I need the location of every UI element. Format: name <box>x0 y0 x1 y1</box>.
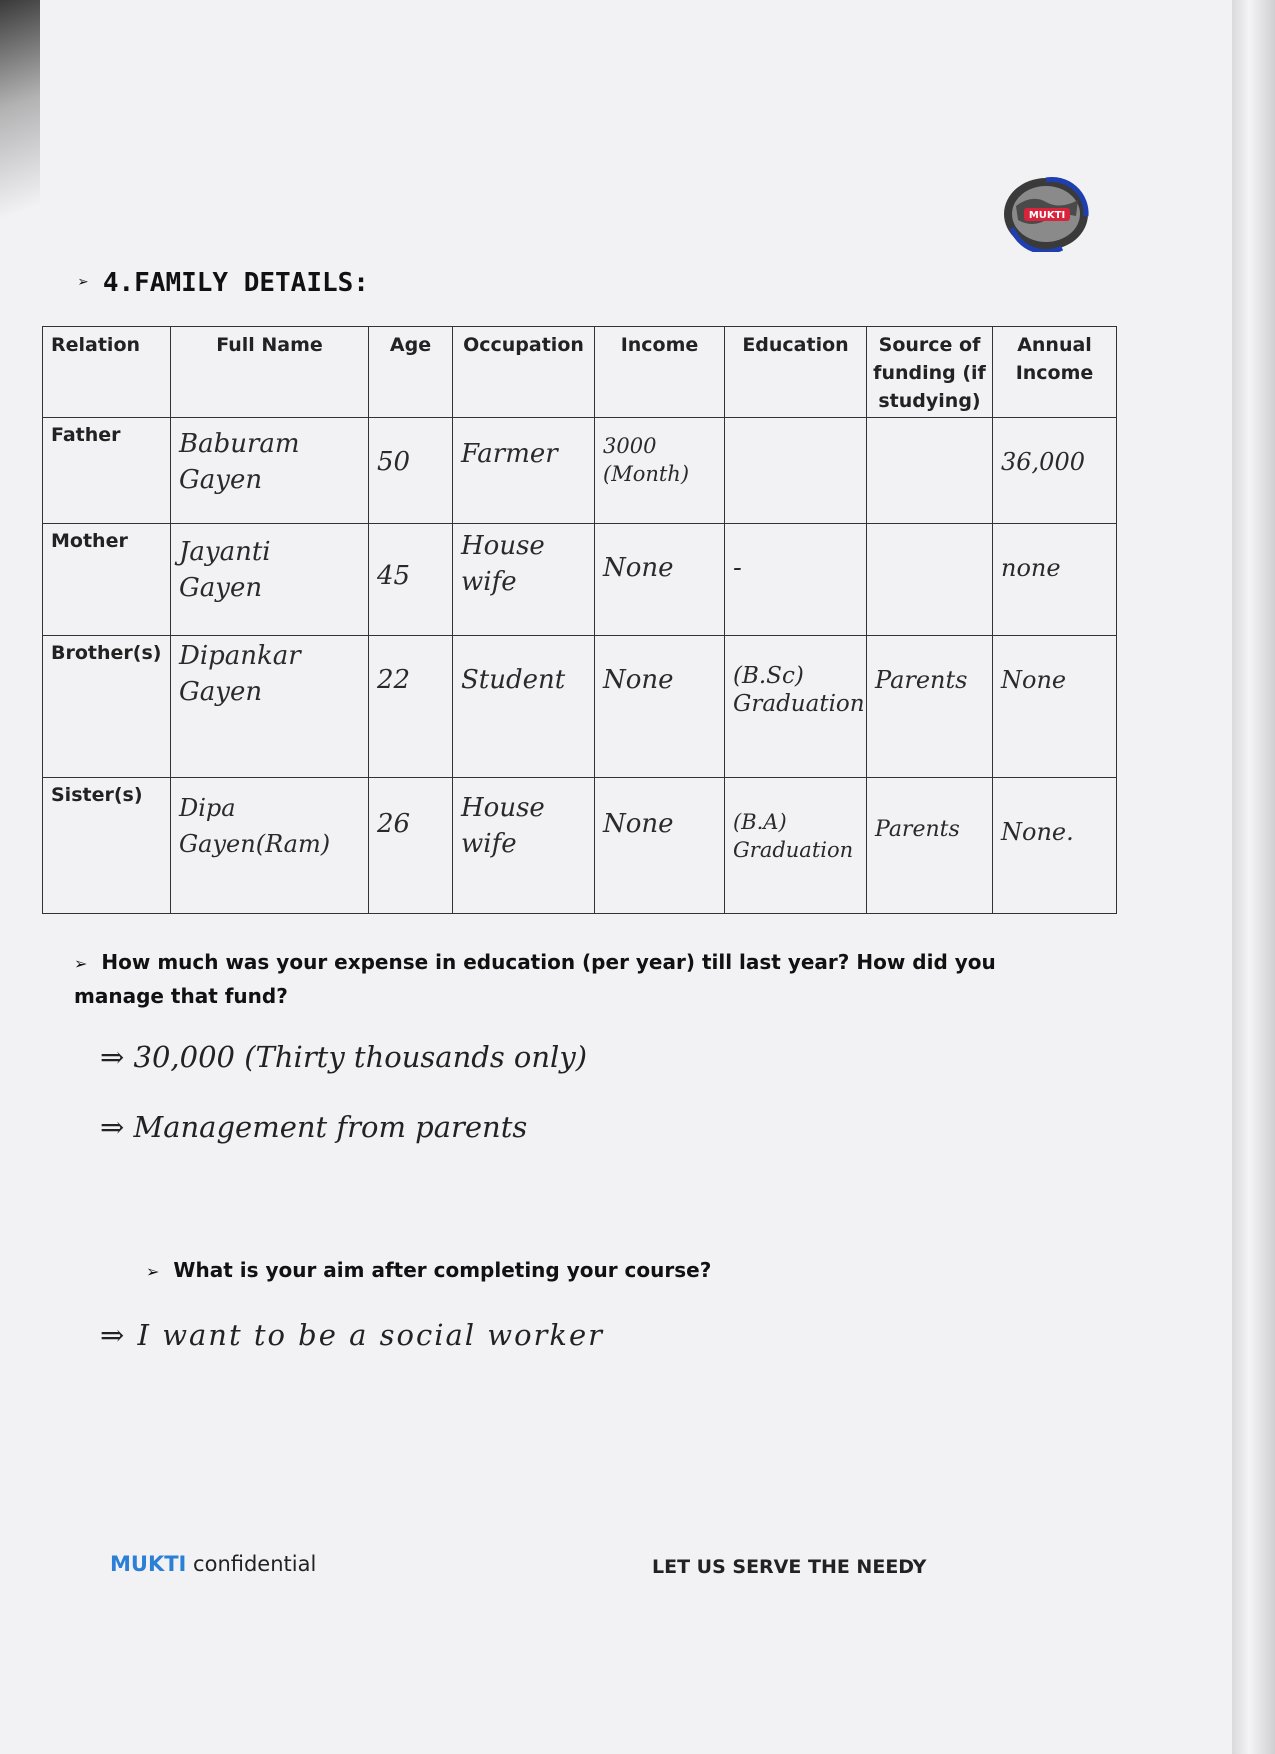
annual-income: None <box>1001 666 1067 694</box>
column-header-annual-income: Annual Income <box>993 327 1117 418</box>
education: (B.A) Graduation <box>733 810 854 862</box>
arrow-bullet-icon: ➢ <box>78 272 89 293</box>
age: 22 <box>377 665 411 695</box>
source-of-funding <box>867 418 992 422</box>
income: None <box>603 665 674 695</box>
question-text: What is your aim after completing your course? <box>173 1258 712 1282</box>
age: 45 <box>377 561 411 591</box>
mukti-logo <box>1002 176 1090 252</box>
income: 3000 (Month) <box>603 434 690 486</box>
occupation: House wife <box>461 793 545 859</box>
column-header-occupation: Occupation <box>453 327 595 418</box>
arrow-bullet-icon: ➢ <box>146 1262 160 1281</box>
relation-label: Father <box>51 424 121 446</box>
source-of-funding: Parents <box>875 666 968 694</box>
page-fold-shadow <box>0 0 40 300</box>
question-education-expense <box>74 946 1074 1012</box>
education: (B.Sc) Graduation <box>733 663 865 717</box>
column-header-age: Age <box>369 327 453 418</box>
income: None <box>603 809 674 839</box>
arrow-bullet-icon: ➢ <box>74 954 88 973</box>
education: - <box>733 553 742 583</box>
age: 50 <box>377 447 411 477</box>
logo-text: MUKTI <box>1028 210 1066 221</box>
full-name: Dipa Gayen(Ram) <box>179 794 331 858</box>
occupation: House wife <box>461 531 545 597</box>
section-title <box>78 268 369 298</box>
column-header-education: Education <box>725 327 867 418</box>
section-title-text: 4.FAMILY DETAILS: <box>102 268 369 298</box>
answer-fund-management: ⇒ Management from parents <box>100 1110 528 1144</box>
relation-label: Brother(s) <box>51 642 162 664</box>
footer-motto: LET US SERVE THE NEEDY <box>652 1556 927 1578</box>
question-text: How much was your expense in education (per year) till last year? How did you manage that fund? <box>74 950 996 1008</box>
column-header-income: Income <box>595 327 725 418</box>
family-details-table <box>42 326 1117 914</box>
answer-aim: ⇒ I want to be a social worker <box>100 1318 605 1352</box>
age: 26 <box>377 809 411 839</box>
column-header-relation: Relation <box>43 327 171 418</box>
footer-confidential <box>110 1552 316 1576</box>
full-name: Jayanti Gayen <box>179 537 271 603</box>
answer-expense-amount: ⇒ 30,000 (Thirty thousands only) <box>100 1040 588 1074</box>
income: None <box>603 553 674 583</box>
column-header-full-name: Full Name <box>171 327 369 418</box>
table-row-father <box>43 418 1117 524</box>
relation-label: Sister(s) <box>51 784 143 806</box>
full-name: Baburam Gayen <box>179 429 300 495</box>
source-of-funding <box>867 524 992 528</box>
table-header-row <box>43 327 1117 418</box>
education <box>725 418 866 422</box>
source-of-funding: Parents <box>875 817 960 842</box>
table-row-sisters <box>43 778 1117 914</box>
annual-income: none <box>1001 554 1061 582</box>
table-row-mother <box>43 524 1117 636</box>
full-name: Dipankar Gayen <box>179 641 301 707</box>
occupation: Student <box>461 665 566 695</box>
relation-label: Mother <box>51 530 128 552</box>
table-row-brothers <box>43 636 1117 778</box>
annual-income: 36,000 <box>1001 448 1085 476</box>
annual-income: None. <box>1001 818 1074 846</box>
footer-confidential-text: confidential <box>186 1552 317 1576</box>
column-header-source-of-funding: Source of funding (if studying) <box>867 327 993 418</box>
question-aim <box>146 1254 711 1288</box>
footer-brand: MUKTI <box>110 1552 187 1576</box>
page-edge <box>1232 0 1275 1754</box>
occupation: Farmer <box>461 439 558 469</box>
